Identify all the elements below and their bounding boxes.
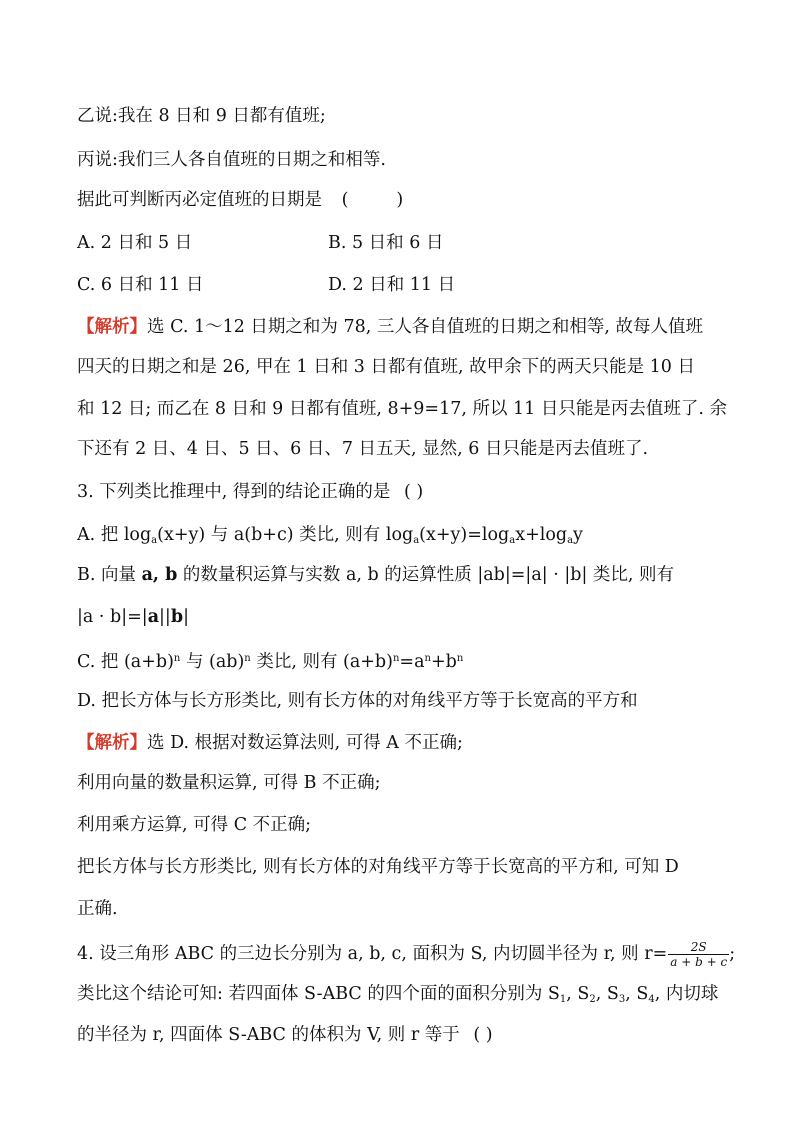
analysis-2-line-3: 利用乘方运算, 可得 C 不正确; xyxy=(77,815,312,835)
analysis-tag: 【解析】 xyxy=(77,733,147,753)
q3-option-a: A. 把 $\log_a(x+y)$ 与 a(b+c) 类比, 则有 $\log_a(x+y)=\log_ax+\log_ay$ xyxy=(77,525,583,546)
analysis-1-line-4: 下还有 2 日、4 日、5 日、6 日、7 日五天, 显然, 6 日只能是丙去值班了. xyxy=(77,439,649,459)
analysis-1-line-3: 和 12 日; 而乙在 8 日和 9 日都有值班, 8+9=17, 所以 11 日只能是丙去值班了. 余 xyxy=(77,399,728,419)
analysis-2-line-2: 利用向量的数量积运算, 可得 B 不正确; xyxy=(77,773,381,793)
q3-option-d: D. 把长方体与长方形类比, 则有长方体的对角线平方等于长宽高的平方和 xyxy=(77,691,638,711)
option-b: B. 5 日和 6 日 xyxy=(328,233,444,253)
analysis-2-line-5: 正确. xyxy=(77,899,118,919)
option-d: D. 2 日和 11 日 xyxy=(328,275,456,295)
question-4-line-3: 的半径为 r, 四面体 S-ABC 的体积为 V, 则 r 等于 ( ) xyxy=(77,1025,493,1045)
analysis-2-line-4: 把长方体与长方形类比, 则有长方体的对角线平方等于长宽高的平方和, 可知 D xyxy=(77,857,679,877)
analysis-text: 选 C. 1～12 日期之和为 78, 三人各自值班的日期之和相等, 故每人值班 xyxy=(147,317,703,337)
question-4-line-2: 类比这个结论可知: 若四面体 S-ABC 的四个面的面积分别为 $S_1$, $S_2$, $S_3$, $S_4$, 内切球 xyxy=(77,984,719,1005)
stem-text: 据此可判断丙必定值班的日期是 xyxy=(77,190,322,210)
q4-paren: ( ) xyxy=(473,1025,493,1045)
paren-close: ) xyxy=(396,190,404,210)
option-a: A. 2 日和 5 日 xyxy=(77,233,193,253)
analysis-tag: 【解析】 xyxy=(77,317,147,337)
question-3 xyxy=(77,481,423,503)
analysis-1-line-1 xyxy=(77,316,703,338)
q4-text: 4. 设三角形 ABC 的三边长分别为 a, b, c, 面积为 S, 内切圆半径为 r, 则 r= xyxy=(77,944,668,964)
paren-open: ( xyxy=(341,190,349,210)
q3-option-b: B. 向量 a, b 的数量积运算与实数 a, b 的运算性质 |ab|=|a| · |b| 类比, 则有 xyxy=(77,565,675,585)
question-4: 4. 设三角形 ABC 的三边长分别为 a, b, c, 面积为 S, 内切圆半径为 r, 则 r= $\frac{2S}{a + b + c}$ ; xyxy=(77,940,736,969)
line-bing: 丙说:我们三人各自值班的日期之和相等. xyxy=(77,150,386,170)
q3-paren: ( ) xyxy=(403,482,424,502)
q3-option-c: C. 把 $(a+b)^n$ 与 (ab)$^n$ 类比, 则有 $(a+b)^n=a^n+b^n$ xyxy=(77,652,464,672)
analysis-text: 选 D. 根据对数运算法则, 可得 A 不正确; xyxy=(147,733,463,753)
analysis-2-line-1 xyxy=(77,732,463,754)
option-c: C. 6 日和 11 日 xyxy=(77,275,204,295)
line-yi: 乙说:我在 8 日和 9 日都有值班; xyxy=(77,106,326,126)
q3-option-b-cont: |a · b|=|a||b| xyxy=(77,607,189,627)
fraction: $\frac{2S}{a + b + c}$ xyxy=(670,940,728,969)
q3-text: 3. 下列类比推理中, 得到的结论正确的是 xyxy=(77,482,391,502)
question-stem xyxy=(77,189,403,211)
analysis-1-line-2: 四天的日期之和是 26, 甲在 1 日和 3 日都有值班, 故甲余下的两天只能是 10 日 xyxy=(77,357,695,377)
